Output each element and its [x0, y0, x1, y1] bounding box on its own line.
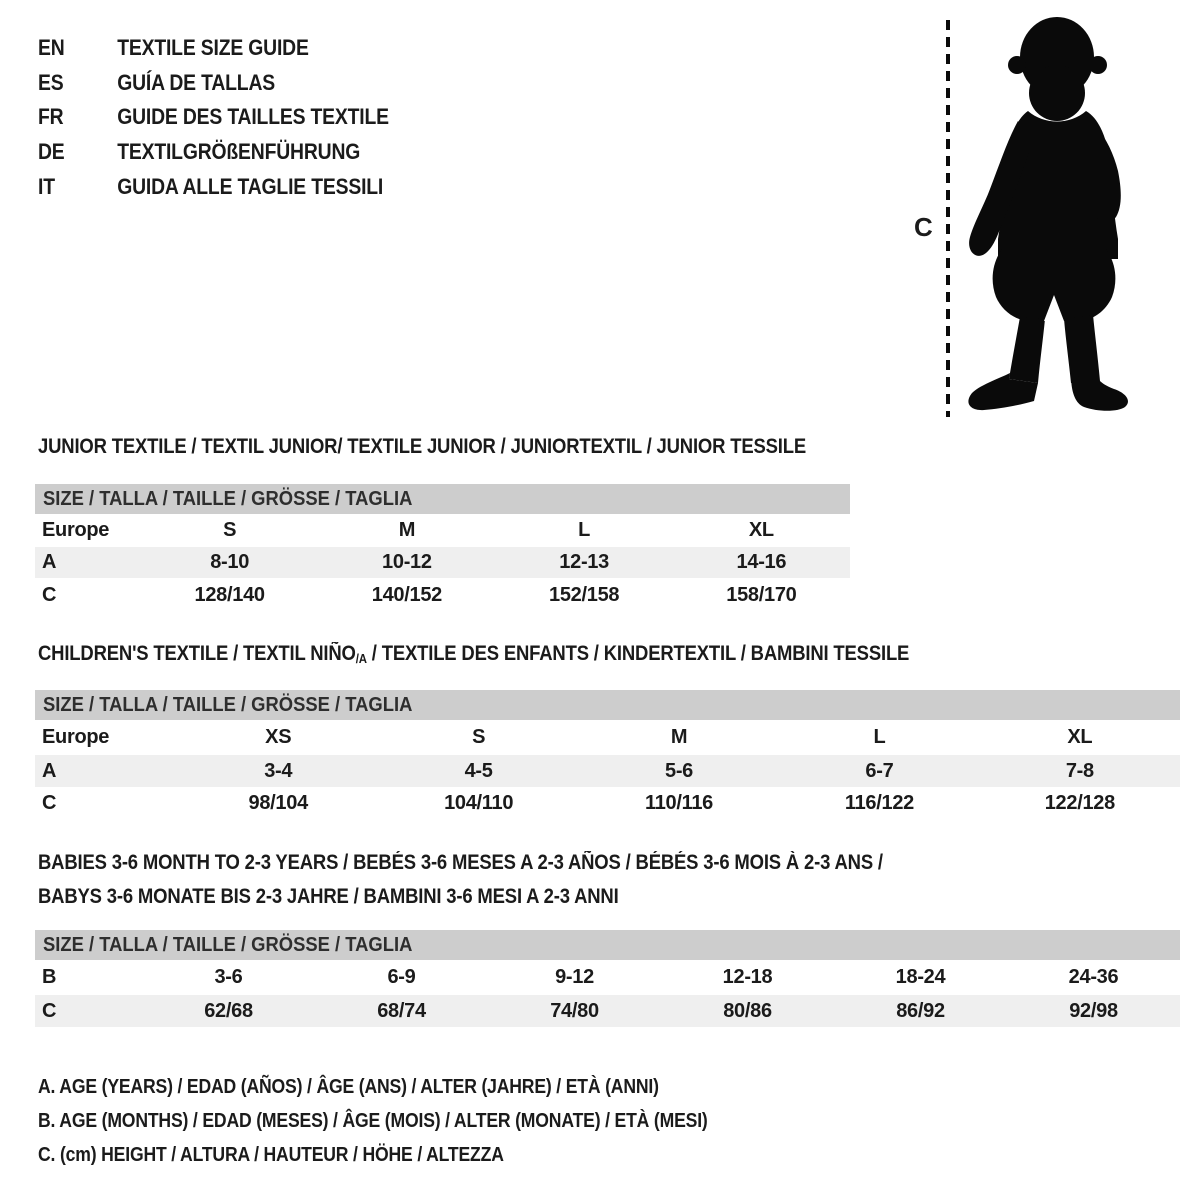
toddler-silhouette-image — [962, 13, 1146, 417]
age-cell: 12-13 — [559, 551, 609, 573]
row-label: C — [42, 583, 57, 606]
children-section-title — [38, 642, 1028, 666]
size-cell: L — [873, 726, 886, 748]
junior-size-header-bar — [35, 484, 850, 514]
babies-section-title — [38, 846, 998, 914]
height-cell: 116/122 — [844, 792, 914, 814]
size-cell: S — [223, 519, 237, 541]
height-measure-label: C — [914, 212, 933, 242]
silhouette-ear-left — [1008, 56, 1026, 74]
height-cell: 68/74 — [377, 999, 426, 1022]
children-row-europe — [35, 720, 1180, 755]
language-code: ES — [38, 69, 64, 95]
language-row-en — [38, 31, 437, 66]
row-label: Europe — [42, 726, 110, 748]
size-header-label: SIZE / TALLA / TAILLE / GRÖSSE / TAGLIA — [43, 933, 413, 956]
children-row-age — [35, 755, 1180, 787]
height-measure-line — [946, 20, 950, 417]
age-cell: 18-24 — [895, 966, 946, 988]
age-cell: 8-10 — [210, 551, 250, 573]
size-cell: XL — [1067, 726, 1093, 748]
babies-size-header-bar — [35, 930, 1180, 960]
junior-row-europe — [35, 514, 850, 547]
children-row-height — [35, 787, 1180, 820]
row-label: B — [42, 966, 57, 988]
junior-section-title — [38, 435, 911, 459]
legend-b-text: B. AGE (MONTHS) / EDAD (MESES) / ÂGE (MOIS) / ALTER (MONATE) / ETÀ (MESI) — [38, 1109, 708, 1132]
height-cell: 80/86 — [723, 999, 772, 1022]
size-cell: S — [472, 726, 486, 748]
language-title: GUÍA DE TALLAS — [117, 69, 275, 95]
babies-title-line2: BABYS 3-6 MONATE BIS 2-3 JAHRE / BAMBINI 3-6 MESI A 2-3 ANNI — [38, 885, 619, 908]
children-title-part1: CHILDREN'S TEXTILE / TEXTIL NIÑO — [38, 642, 356, 665]
babies-title-line1: BABIES 3-6 MONTH TO 2-3 YEARS / BEBÉS 3-6 MESES A 2-3 AÑOS / BÉBÉS 3-6 MOIS À 2-3 ANS / — [38, 851, 883, 874]
silhouette-ear-right — [1089, 56, 1107, 74]
language-row-es — [38, 66, 437, 101]
row-label: C — [42, 999, 57, 1022]
children-size-table — [35, 690, 1180, 820]
junior-size-table — [35, 484, 850, 612]
language-title-list — [38, 31, 437, 204]
babies-row-height — [35, 995, 1180, 1027]
age-cell: 6-7 — [865, 759, 894, 782]
age-cell: 3-4 — [264, 759, 293, 782]
size-cell: M — [670, 726, 688, 748]
language-row-de — [38, 135, 437, 170]
size-cell: XS — [265, 726, 292, 748]
language-code: EN — [38, 35, 65, 61]
junior-row-height — [35, 578, 850, 612]
children-size-header-bar — [35, 690, 1180, 720]
age-cell: 6-9 — [387, 966, 416, 988]
junior-row-age — [35, 547, 850, 578]
age-cell: 24-36 — [1068, 966, 1119, 988]
silhouette-leg-right — [1064, 315, 1100, 383]
height-cell: 152/158 — [549, 583, 620, 606]
language-title: TEXTILE SIZE GUIDE — [117, 35, 309, 61]
height-cell: 74/80 — [550, 999, 599, 1022]
babies-row-age-months — [35, 960, 1180, 995]
legend-a-text: A. AGE (YEARS) / EDAD (AÑOS) / ÂGE (ANS) / ALTER (JAHRE) / ETÀ (ANNI) — [38, 1075, 659, 1098]
language-title: GUIDA ALLE TAGLIE TESSILI — [117, 173, 384, 199]
silhouette-leg-left — [1009, 317, 1045, 383]
age-cell: 4-5 — [464, 759, 493, 782]
language-row-fr — [38, 100, 437, 135]
age-cell: 5-6 — [665, 759, 694, 782]
age-cell: 3-6 — [214, 966, 243, 988]
size-cell: M — [398, 519, 416, 541]
children-section-title-text — [38, 642, 909, 666]
language-code: DE — [38, 139, 65, 165]
height-cell: 98/104 — [248, 792, 308, 814]
age-cell: 7-8 — [1065, 759, 1094, 782]
age-cell: 9-12 — [555, 966, 594, 988]
row-label: A — [42, 551, 57, 573]
age-cell: 14-16 — [736, 551, 787, 573]
language-row-it — [38, 169, 437, 204]
size-header-label: SIZE / TALLA / TAILLE / GRÖSSE / TAGLIA — [43, 487, 413, 510]
row-label: C — [42, 792, 57, 814]
language-title: TEXTILGRÖßENFÜHRUNG — [117, 139, 361, 165]
height-cell: 62/68 — [204, 999, 253, 1022]
size-cell: L — [578, 519, 591, 541]
size-header-label: SIZE / TALLA / TAILLE / GRÖSSE / TAGLIA — [43, 693, 413, 716]
language-title: GUIDE DES TAILLES TEXTILE — [117, 104, 389, 130]
junior-section-title-text: JUNIOR TEXTILE / TEXTIL JUNIOR/ TEXTILE JUNIOR / JUNIORTEXTIL / JUNIOR TESSILE — [38, 435, 807, 458]
legend-row-a — [38, 1070, 799, 1104]
height-cell: 128/140 — [194, 583, 265, 606]
height-cell: 140/152 — [371, 583, 442, 606]
height-cell: 104/110 — [444, 792, 514, 814]
height-cell: 122/128 — [1044, 792, 1115, 814]
row-label: A — [42, 759, 57, 782]
children-title-subscript: /A — [355, 651, 367, 666]
legend — [38, 1070, 799, 1172]
height-cell: 92/98 — [1069, 999, 1118, 1022]
language-code: FR — [38, 104, 64, 130]
legend-c-text: C. (cm) HEIGHT / ALTURA / HAUTEUR / HÖHE / ALTEZZA — [38, 1143, 504, 1166]
size-cell: XL — [748, 519, 774, 541]
language-code: IT — [38, 173, 55, 199]
height-cell: 110/116 — [645, 792, 714, 814]
legend-row-b — [38, 1104, 799, 1138]
height-cell: 86/92 — [896, 999, 945, 1022]
children-title-part2: / TEXTILE DES ENFANTS / KINDERTEXTIL / BAMBINI TESSILE — [366, 642, 910, 665]
row-label: Europe — [42, 519, 110, 541]
age-cell: 10-12 — [382, 551, 432, 573]
legend-row-c — [38, 1138, 799, 1172]
age-cell: 12-18 — [722, 966, 773, 988]
height-cell: 158/170 — [726, 583, 797, 606]
babies-size-table — [35, 930, 1180, 1027]
